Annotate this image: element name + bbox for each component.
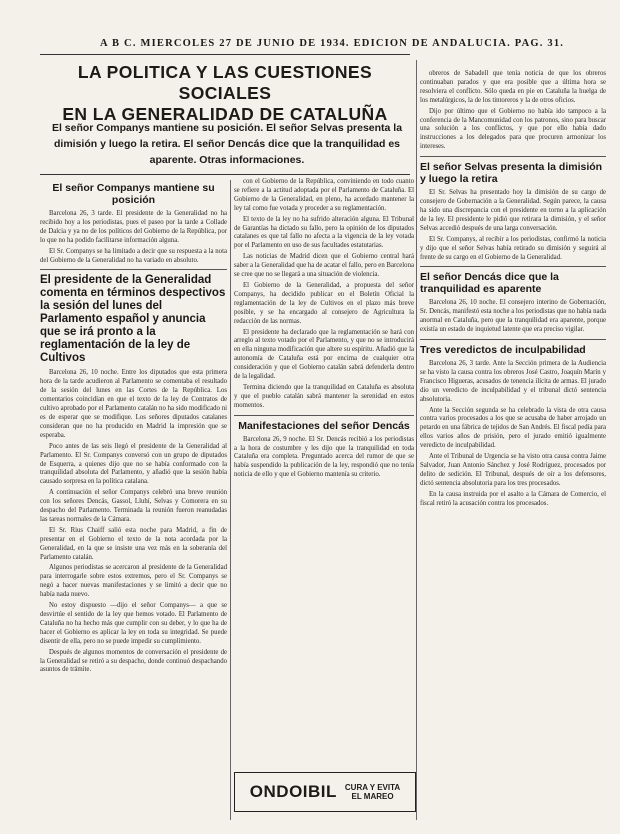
subhead-dencas-statements: Manifestaciones del señor Dencás (238, 419, 410, 432)
article-paragraph: El texto de la ley no ha sufrido alteración alguna. El Tribunal de Garantías ha dictado su fallo, pero la opinión de los diputados catalanes es que tal fallo no afecta a la vigencia de la ley votada por el Parlamento en uso de sus facultades estatutarias. (234, 215, 414, 250)
article-paragraph: obreros de Sabadell que tenía noticia de que los obreros continuaban parados y que era posible que a última hora se resolviera el conflicto. Sólo queda en pie en Cataluña la huelga de los metalúrgicos, la de los tintoreros y la de otros oficios. (420, 70, 606, 104)
article-paragraph: Barcelona 26, 9 noche. El Sr. Dencás recibió a los periodistas a la hora de costumbre y les dijo que la tranquilidad en toda Cataluña era completa. Preguntado acerca del rumor de que se había suspendido la publicación de la ley, respondió que no tenía noticia de ello y que el Gobierno mantenía su criterio. (234, 435, 414, 479)
article-paragraph: Barcelona 26, 3 tarde. El presidente de la Generalidad no ha recibido hoy a los periodistas, pues el paseo por la tarde a Collade de Dalcia y ya no de los políticos del Gobierno de la República, por lo que no ha podido facilitarse información alguna. (40, 210, 227, 244)
article-paragraph: Ante el Tribunal de Urgencia se ha visto otra causa contra Jaime Salvador, Juan Antonio Sánchez y José Rodríguez, procesados por delito de sedición. El Tribunal, después de oír a los defensores, dictó sentencia absolutoria para los tres procesados. (420, 453, 606, 487)
article-paragraph: Dijo por último que el Gobierno no había ido tampoco a la conferencia de la Mancomunidad con los patronos, sino para buscar una solución a los conflictos, y que por ello había dado instrucciones a los delegados para que procuren armonizar los intereses. (420, 107, 606, 151)
headline-line-1: LA POLITICA Y LAS CUESTIONES SOCIALES (77, 62, 373, 103)
section-divider (420, 156, 606, 157)
article-paragraph: Poco antes de las seis llegó el presidente de la Generalidad al Parlamento. El Sr. Companys conversó con un grupo de diputados de Esquerra, a quienes dijo que no se había conformado con la tranquilidad absoluta del Parlamento, y añadió que la sesión había causado sorpresa en la política catalana. (40, 442, 227, 486)
article-paragraph: El presidente ha declarado que la reglamentación se hará con arreglo al texto votado por el Parlamento, y que no se introducirá en ella ninguna modificación que altere su espíritu. Añadió que la autonomía de Cataluña está por encima de cualquier otra consideración y que el Gobierno catalán sabrá defenderla dentro de la legalidad. (234, 328, 414, 381)
article-paragraph: Termina diciendo que la tranquilidad en Cataluña es absoluta y que el pueblo catalán sabrá mantener la serenidad en estos momentos. (234, 383, 414, 409)
subhead-companys-position: El señor Companys mantiene su posición (52, 182, 215, 206)
column-divider-2 (416, 60, 417, 820)
section-divider (420, 266, 606, 267)
subhead-dencas-tranquility: El señor Dencás dice que la tranquilidad es aparente (420, 271, 559, 296)
article-paragraph: El Sr. Rius Chaiff salió esta noche para Madrid, a fin de presentar en el Gobierno el texto de la nota acordada por la Generalidad, en la que se insiste una vez más en la soberanía del Parlamento catalán. (40, 526, 227, 561)
article-paragraph: El Gobierno de la Generalidad, a propuesta del señor Companys, ha decidido publicar en el Boletín Oficial la reglamentación de la ley de Cultivos en el plazo más breve posible, y se ha encargado al consejero de Agricultura la redacción de las normas. (234, 281, 414, 325)
headline-line-2: EN LA GENERALIDAD DE CATALUÑA (62, 104, 388, 124)
article-paragraph: Algunos periodistas se acercaron al presidente de la Generalidad para interrogarle sobre estos extremos, pero el Sr. Companys se negó a hacer nuevas manifestaciones y se limitó a decir que no había nada nuevo. (40, 564, 227, 599)
article-paragraph: con el Gobierno de la República, conviniendo en todo cuanto se refiere a la actitud adoptada por el Parlamento de Cataluña. El Gobierno de la Generalidad, en pleno, ha acordado mantener la ley tal como fue votada y proceder a su reglamentación. (234, 178, 414, 212)
running-head: A B C. MIERCOLES 27 DE JUNIO DE 1934. EDICION DE ANDALUCIA. PAG. 31. (100, 38, 565, 49)
ondoibil-advertisement (234, 772, 416, 812)
column-3 (420, 70, 606, 822)
article-paragraph: Ante la Sección segunda se ha celebrado la vista de otra causa contra varios procesados a los que se acusaba de haber arrojado un petardo en una fábrica de tejidos de San Andrés. El fiscal pedía para ellos varios años de prisión, pero el jurado emitió igualmente veredicto de inculpabilidad. (420, 406, 606, 450)
section-divider (40, 269, 227, 270)
article-paragraph: El Sr. Companys se ha limitado a decir que su respuesta a la nota del Gobierno de la Generalidad no ha variado en absoluto. (40, 247, 227, 264)
ad-slogan-line-1: CURA Y EVITA (344, 783, 401, 792)
article-paragraph: El Sr. Selvas ha presentado hoy la dimisión de su cargo de consejero de Gobernación a la Generalidad. Según parece, la causa ha sido una discrepancia con el presidente en torno a la aplicación de la ley. El presidente le pidió que retirara la dimisión, y el señor Selvas accedió después de una larga conversación. (420, 189, 606, 232)
deck-rule (40, 174, 410, 175)
main-headline (40, 62, 410, 125)
article-paragraph: Barcelona 26, 10 noche. Entre los diputados que esta primera hora de la tarde acudieron al Parlamento se comentaba el resultado de la sesión del lunes en las Cortes de la República. Los comentarios coincidían en que el texto de la ley de Contratos de cultivo aprobado por el Parlamento catalán no ha sido modificado ni es de esperar que se modifique. Los señores diputados catalanes consideran que no ha producido en Madrid la impresión que se esperaba. (40, 369, 227, 439)
column-1 (40, 178, 227, 818)
article-paragraph: En la causa instruida por el asalto a la Cámara de Comercio, el fiscal retiró la acusación contra los procesados. (420, 490, 606, 507)
column-divider-1 (230, 180, 231, 820)
article-paragraph: Las noticias de Madrid dicen que el Gobierno central hará saber a la Generalidad que ha de acatar el fallo, pero en Barcelona se cree que no se llegará a una situación de violencia. (234, 253, 414, 279)
section-divider (234, 415, 414, 416)
ad-slogan (345, 783, 400, 801)
subhead-three-verdicts: Tres veredictos de inculpabilidad (420, 344, 586, 357)
ad-brand-name: ONDOIBIL (249, 782, 337, 801)
article-paragraph: A continuación el señor Companys celebró una breve reunión con los señores Dencás, Gassol, Lluhí, Selvas y Comorera en su despacho del Parlamento. Terminada la reunión fueron reanudadas las tareas normales de la Cámara. (40, 489, 227, 523)
header-rule (40, 54, 410, 55)
headline-deck: El señor Companys mantiene su posición. El señor Selvas presenta la dimisión y luego la retira. El señor Dencás dice que la tranquilidad es aparente. Otras informaciones. (51, 122, 403, 166)
ad-slogan-line-2: EL MAREO (351, 792, 394, 801)
subhead-president-comments: El presidente de la Generalidad comenta en términos despectivos la sesión del lunes del Parlamento español y anuncia que se irá pronto a la reglamentación de la ley de Cultivos (40, 274, 226, 365)
article-paragraph: Barcelona 26, 10 noche. El consejero interino de Gobernación, Sr. Dencás, manifestó esta noche a los periodistas que no había nada anormal en Cataluña, pero que la tranquilidad era aparente, porque existía un estado de inquietud latente que era preciso vigilar. (420, 299, 606, 334)
section-divider (420, 339, 606, 340)
column-2 (234, 178, 414, 818)
subhead-selvas-resignation: El señor Selvas presenta la dimisión y luego la retira (420, 161, 603, 186)
article-paragraph: El Sr. Companys, al recibir a los periodistas, confirmó la noticia y dijo que el señor Selvas había retirado su dimisión y seguirá al frente de su cargo en el Gobierno de la Generalidad. (420, 235, 606, 261)
article-paragraph: Barcelona 26, 3 tarde. Ante la Sección primera de la Audiencia se ha visto la causa contra los obreros José Castro, Joaquín Marín y Francisco Higueras, acusados de tenencia ilícita de armas. El jurado dio un veredicto de inculpabilidad y el tribunal dictó sentencia absolutoria. (420, 360, 606, 403)
article-paragraph: Después de algunos momentos de conversación el presidente de la Generalidad se retiró a su despacho, donde continuó despachando asuntos de trámite. (40, 648, 227, 674)
article-paragraph: No estoy dispuesto —dijo el señor Companys— a que se desvirtúe el sentido de la ley que hemos votado. El Parlamento de Cataluña no ha hecho más que cumplir con su deber, y lo que ha de hacer el Gobierno es aplicar la ley en toda su integridad. Se puede disentir de ella, pero no se puede impedir su cumplimiento. (40, 602, 227, 645)
